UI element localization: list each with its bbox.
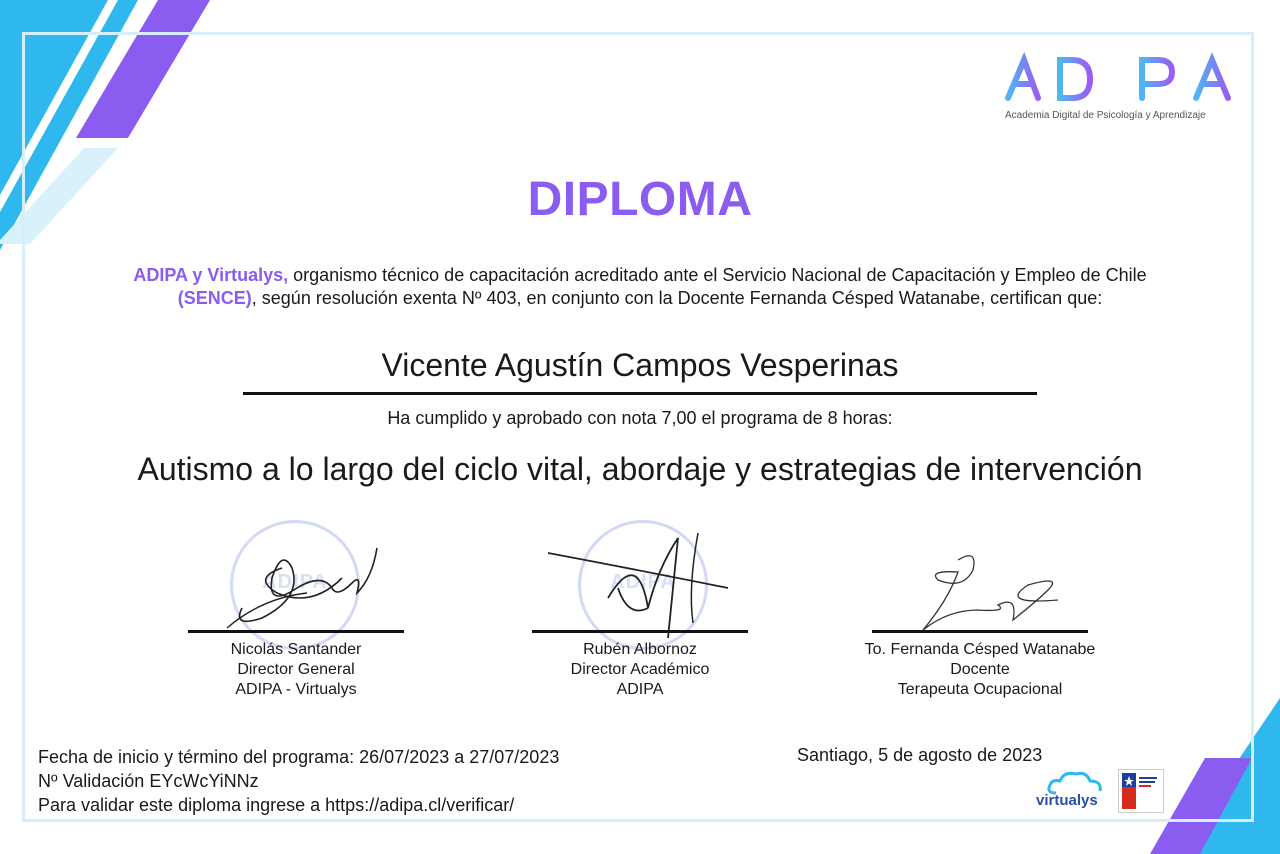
- signature-cesped: [918, 550, 1078, 635]
- validate-text: Para validar este diploma ingrese a: [38, 795, 321, 815]
- signatory-name: Rubén Albornoz: [583, 641, 697, 658]
- signatory-block: [830, 630, 1130, 700]
- virtualys-wordmark: virtualys: [1036, 792, 1098, 809]
- signatory-org: ADIPA - Virtualys: [235, 681, 357, 698]
- signature-santander: [222, 538, 392, 633]
- signature-line: [188, 630, 404, 633]
- validate-row: [38, 793, 559, 817]
- diploma-title: DIPLOMA: [527, 173, 753, 226]
- intro-text-1: organismo técnico de capacitación acreditado ante el Servicio Nacional de Capacitación y Empleo de Chile: [288, 265, 1147, 285]
- adipa-logo-icon: [1004, 52, 1236, 104]
- signatory-role: Director General: [237, 661, 355, 678]
- virtualys-logo: [1036, 771, 1116, 811]
- signatory-name: To. Fernanda Césped Watanabe: [864, 641, 1096, 658]
- signatory-role: Director Académico: [570, 661, 710, 678]
- course-name: Autismo a lo largo del ciclo vital, abordaje y estrategias de intervención: [137, 451, 1143, 487]
- program-details: [38, 745, 559, 817]
- sence-highlight: (SENCE): [177, 288, 252, 308]
- approval-prefix: Ha cumplido y aprobado con nota: [387, 408, 662, 428]
- validation-row: [38, 769, 559, 793]
- validate-url[interactable]: https://adipa.cl/verificar/: [325, 795, 515, 815]
- seal-text: ADIPA: [262, 571, 328, 593]
- approval-suffix: el programa de 8 horas:: [696, 408, 893, 428]
- approval-statement: [0, 408, 1280, 429]
- signatory-block: [490, 630, 790, 700]
- signature-line: [532, 630, 748, 633]
- validation-label: Nº Validación: [38, 771, 145, 791]
- logo-subtitle: Academia Digital de Psicología y Aprendizaje: [1005, 110, 1206, 121]
- adipa-logo: [1004, 52, 1236, 124]
- signatory-role: Docente: [950, 661, 1010, 678]
- seal-text: ADIPA: [610, 571, 676, 593]
- student-name: Vicente Agustín Campos Vesperinas: [381, 347, 899, 383]
- issue-date: 5 de agosto de 2023: [878, 745, 1043, 765]
- certification-statement: [110, 264, 1170, 310]
- signatory-name: Nicolás Santander: [230, 641, 362, 658]
- ministry-seal-icon: [1118, 769, 1164, 813]
- signatory-org: Terapeuta Ocupacional: [897, 681, 1063, 698]
- program-dates: Fecha de inicio y término del programa: 26/07/2023 a 27/07/2023: [38, 747, 560, 767]
- grade: 7,00: [661, 408, 697, 428]
- signatory-block: [146, 630, 446, 700]
- validation-code: EYcWcYiNNz: [149, 771, 259, 791]
- intro-text-2: , según resolución exenta Nº 403, en conjunto con la Docente Fernanda Césped Watanabe, certifican que:: [251, 288, 1103, 308]
- place: Santiago,: [797, 745, 874, 765]
- name-underline: [243, 392, 1037, 395]
- org-highlight: ADIPA y Virtualys,: [133, 265, 289, 285]
- place-and-date: [797, 745, 1042, 766]
- signature-line: [872, 630, 1088, 633]
- signatory-org: ADIPA: [616, 681, 664, 698]
